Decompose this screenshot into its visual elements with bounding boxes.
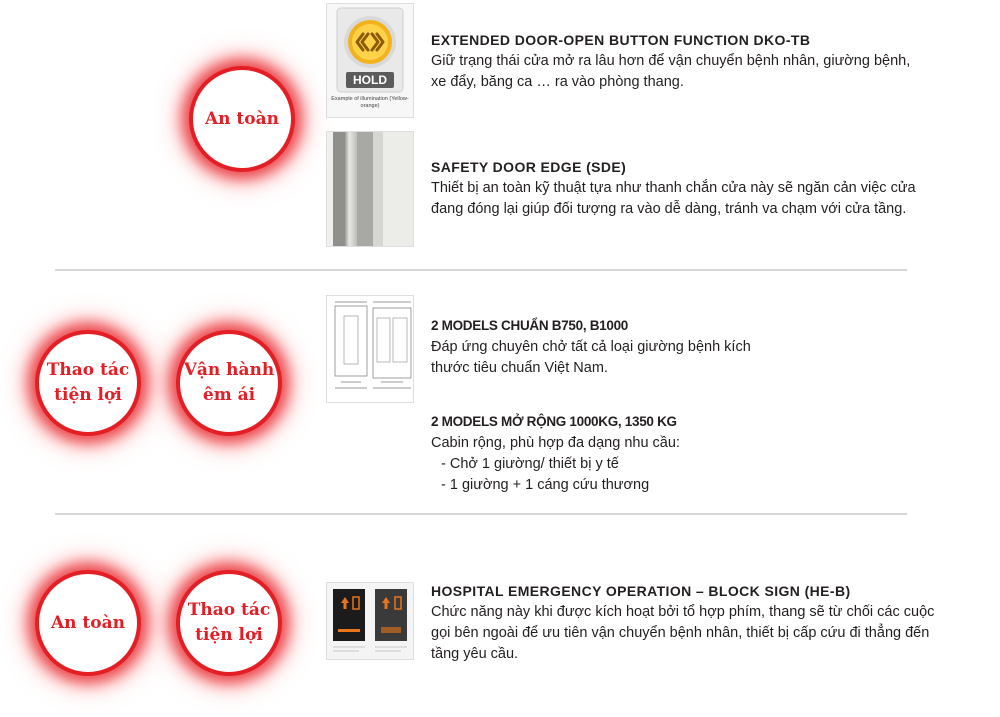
badge-thao-tac-tien-loi: Thao tác tiện lợi xyxy=(35,330,141,436)
standard-models-title: 2 MODELS CHUẨN B750, B1000 xyxy=(431,318,629,333)
bullet-item: - Chở 1 giường/ thiết bị y tế xyxy=(441,456,619,472)
badge-label: An toàn xyxy=(50,612,126,633)
he-b-panels-image xyxy=(326,582,414,660)
bullet-item: - 1 giường + 1 cáng cứu thương xyxy=(441,477,650,493)
door-edge-graphic xyxy=(327,132,413,246)
dko-tb-description: Giữ trạng thái cửa mở ra lâu hơn để vận chuyển bệnh nhân, giường bệnh, xe đẩy, băng ca … ra vào phòng thang. xyxy=(431,53,911,90)
sde-description: Thiết bị an toàn kỹ thuật tựa như thanh chắn cửa này sẽ ngăn cản việc cửa đang đóng lại giúp đối tượng ra vào dễ dàng, tránh va chạm với cửa tầng. xyxy=(431,180,916,217)
extended-models-description: Cabin rộng, phù hợp đa dạng nhu cầu: - Chở 1 giường/ thiết bị y tế - 1 giường + 1 cáng cứu thương xyxy=(431,433,680,496)
illumination-caption: Example of illumination (Yellow-orange) xyxy=(331,96,409,109)
safety-door-edge-image xyxy=(326,131,414,247)
indicator-panels-graphic xyxy=(327,583,413,659)
hold-button-image xyxy=(326,3,414,118)
badge-an-toan-2 xyxy=(35,570,141,676)
hold-text: HOLD xyxy=(353,73,387,87)
he-b-description: Chức năng này khi được kích hoạt bởi tổ hợp phím, thang sẽ từ chối các cuộc gọi bên ngoài để ưu tiên vận chuyển bệnh nhân, thiết bị cấp cứu đi thẳng đến tầng yêu cầu. xyxy=(431,604,935,662)
badge-van-hanh-em-ai: Vận hành êm ái xyxy=(176,330,282,436)
section-divider-2 xyxy=(55,513,907,515)
badge-an-toan xyxy=(189,66,295,172)
floor-plan-drawing xyxy=(327,296,413,402)
he-b-title: HOSPITAL EMERGENCY OPERATION – BLOCK SIGN (HE-B) xyxy=(431,583,851,599)
section-divider-1 xyxy=(55,269,907,271)
badge-label: An toàn xyxy=(204,108,280,129)
cabin-floor-plan-image xyxy=(326,295,414,403)
badge-thao-tac-tien-loi-2: Thao tác tiện lợi xyxy=(176,570,282,676)
sde-title: SAFETY DOOR EDGE (SDE) xyxy=(431,159,627,175)
extended-models-title: 2 MODELS MỞ RỘNG 1000KG, 1350 KG xyxy=(431,414,677,429)
standard-models-description: Đáp ứng chuyên chở tất cả loại giường bệnh kích thước tiêu chuẩn Việt Nam. xyxy=(431,339,751,376)
dko-tb-title: EXTENDED DOOR-OPEN BUTTON FUNCTION DKO-TB xyxy=(431,32,811,48)
